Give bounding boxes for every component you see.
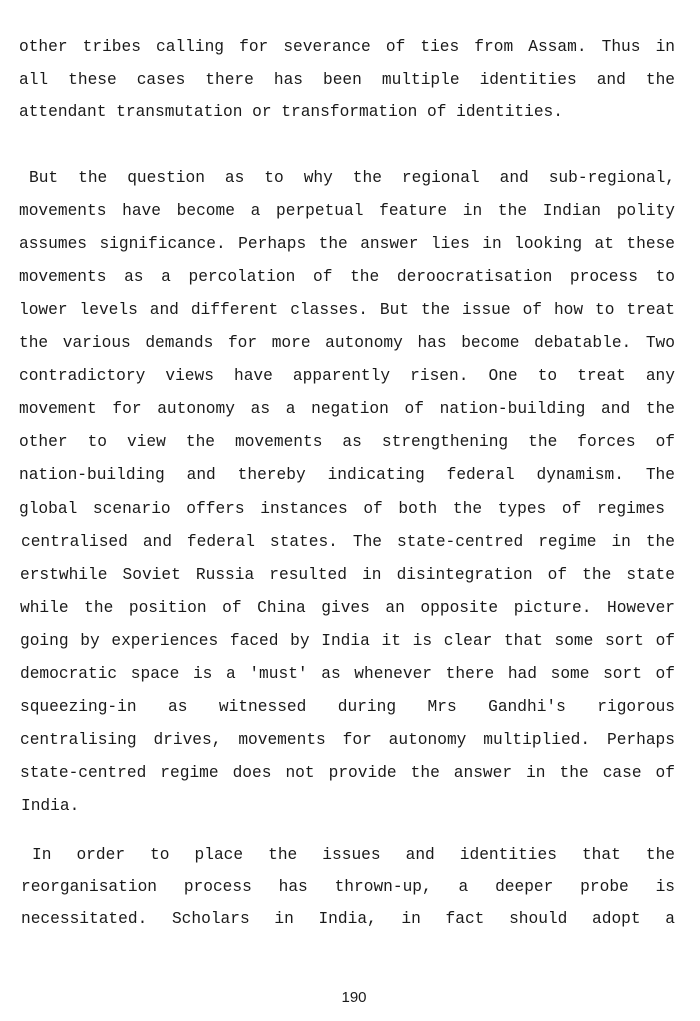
text-line: while the position of China gives an opposite picture. However — [20, 599, 675, 617]
text-line: movements as a percolation of the deroocratisation process to — [19, 268, 675, 286]
text-line: India. — [21, 797, 80, 815]
text-line: global scenario offers instances of both the types of regimes — [19, 500, 665, 518]
text-line: other tribes calling for severance of ties from Assam. Thus in — [19, 38, 675, 56]
text-line: squeezing-in as witnessed during Mrs Gandhi's rigorous — [20, 698, 675, 716]
text-line: In order to place the issues and identities that the — [32, 846, 675, 864]
text-line: the various demands for more autonomy has become debatable. Two — [19, 334, 675, 352]
text-line: state-centred regime does not provide the answer in the case of — [20, 764, 675, 782]
text-line: other to view the movements as strengthening the forces of — [19, 433, 675, 451]
text-line: attendant transmutation or transformation of identities. — [19, 103, 563, 121]
page-number: 190 — [341, 989, 367, 1006]
text-line: centralising drives, movements for autonomy multiplied. Perhaps — [20, 731, 675, 749]
text-line: nation-building and thereby indicating federal dynamism. The — [19, 466, 675, 484]
text-line: erstwhile Soviet Russia resulted in disintegration of the state — [20, 566, 675, 584]
text-line: contradictory views have apparently risen. One to treat any — [19, 367, 675, 385]
text-line: But the question as to why the regional and sub-regional, — [29, 169, 675, 187]
text-line: movements have become a perpetual feature in the Indian polity — [19, 202, 675, 220]
text-line: reorganisation process has thrown-up, a deeper probe is — [21, 878, 675, 896]
text-line: necessitated. Scholars in India, in fact should adopt a — [21, 910, 675, 928]
text-line: democratic space is a 'must' as whenever there had some sort of — [20, 665, 675, 683]
text-line: centralised and federal states. The state-centred regime in the — [21, 533, 675, 551]
text-line: all these cases there has been multiple identities and the — [19, 71, 675, 89]
text-line: movement for autonomy as a negation of nation-building and the — [19, 400, 675, 418]
text-line: assumes significance. Perhaps the answer lies in looking at these — [19, 235, 675, 253]
text-line: lower levels and different classes. But the issue of how to treat — [19, 301, 675, 319]
text-line: going by experiences faced by India it is clear that some sort of — [20, 632, 675, 650]
